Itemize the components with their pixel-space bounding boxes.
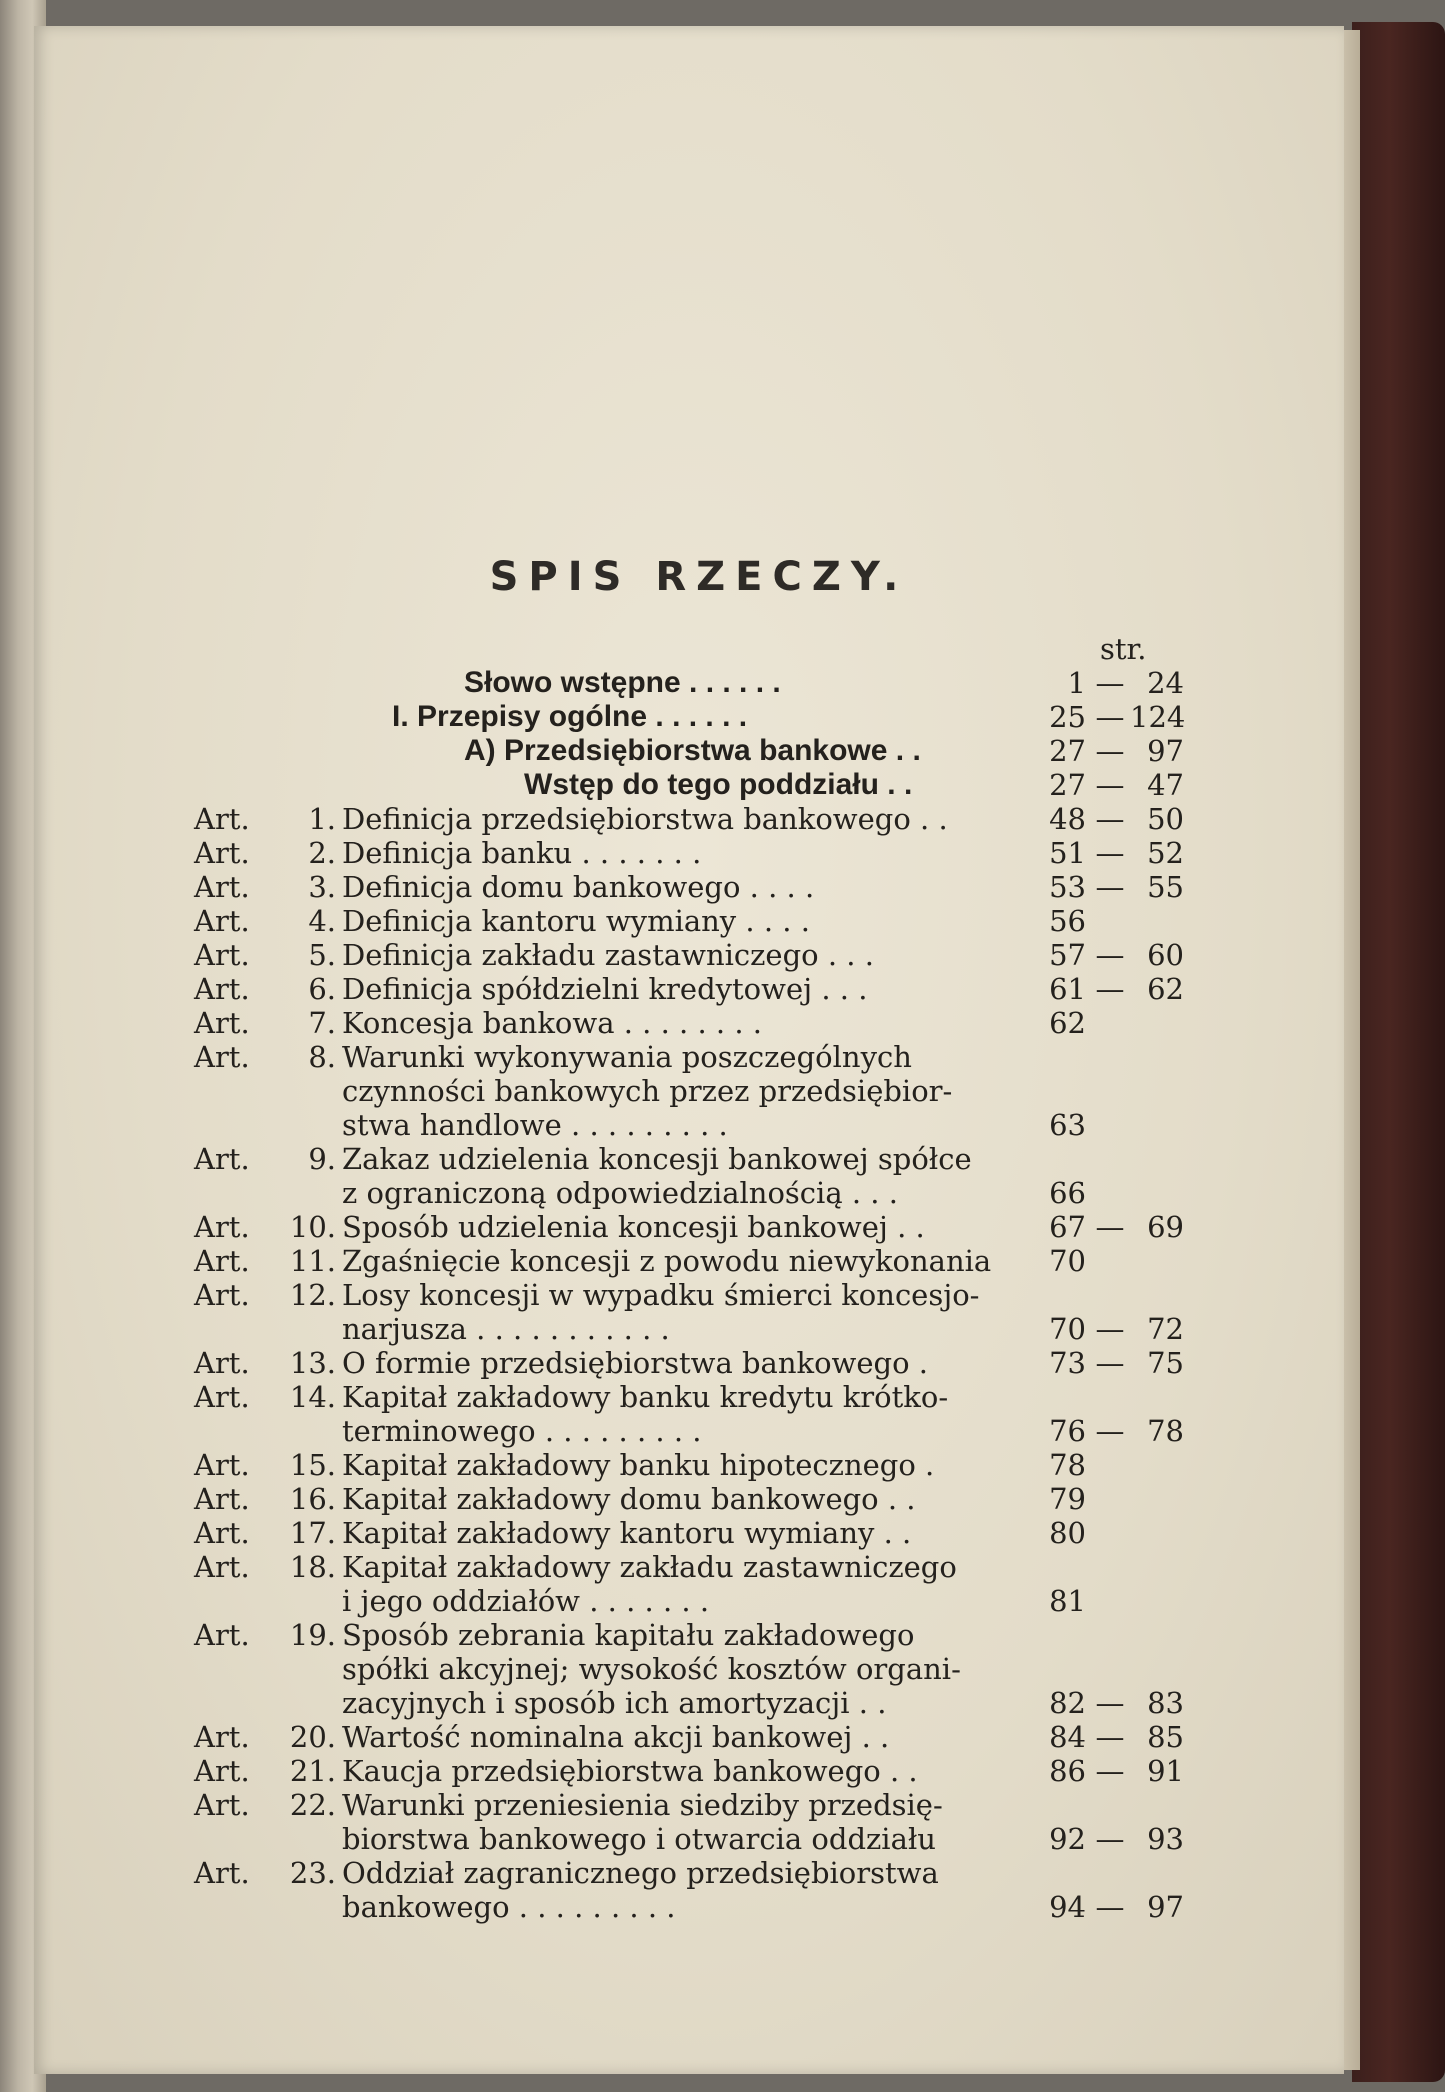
toc-entry xyxy=(194,1822,1194,1856)
article-label: Art. xyxy=(194,904,250,938)
toc-entry xyxy=(194,1618,1194,1652)
page-start: 86 xyxy=(1049,1754,1086,1788)
page-start: 61 xyxy=(1049,972,1086,1006)
section-heading: Wstęp do tego poddziału . . xyxy=(524,768,913,801)
entry-title: Kapitał zakładowy banku hipotecznego . xyxy=(342,1448,935,1482)
page-start: 25 xyxy=(1049,700,1086,734)
toc-entry xyxy=(194,1006,1194,1040)
article-label: Art. xyxy=(194,1618,250,1652)
toc-entry xyxy=(194,768,1194,802)
article-number: 12. xyxy=(289,1278,336,1312)
entry-title: Kapitał zakładowy domu bankowego . . xyxy=(342,1482,916,1516)
article-label: Art. xyxy=(194,972,250,1006)
toc-entry xyxy=(194,734,1194,768)
page-end: 75 xyxy=(1147,1346,1184,1380)
page-start: 70 xyxy=(1049,1312,1086,1346)
page-start: 70 xyxy=(1049,1244,1086,1278)
article-number: 13. xyxy=(289,1346,336,1380)
article-number: 20. xyxy=(289,1720,336,1754)
article-number: 23. xyxy=(289,1856,336,1890)
toc-entry xyxy=(194,904,1194,938)
page-dash: — xyxy=(1095,972,1125,1006)
toc-entry xyxy=(194,1346,1194,1380)
page-dash: — xyxy=(1095,666,1125,700)
entry-title: Definicja banku . . . . . . . xyxy=(342,836,702,870)
article-number: 8. xyxy=(308,1040,336,1074)
entry-title: Zgaśnięcie koncesji z powodu niewykonania xyxy=(342,1244,992,1278)
toc-entry xyxy=(194,972,1194,1006)
toc-entry xyxy=(194,836,1194,870)
page-end: 83 xyxy=(1147,1686,1184,1720)
entry-title: Warunki przeniesienia siedziby przedsię- xyxy=(342,1788,943,1822)
article-label: Art. xyxy=(194,1448,250,1482)
page-dash: — xyxy=(1095,1346,1125,1380)
toc-entry xyxy=(194,802,1194,836)
entry-title: zacyjnych i sposób ich amortyzacji . . xyxy=(342,1686,887,1720)
page-end: 91 xyxy=(1147,1754,1184,1788)
article-label: Art. xyxy=(194,1244,250,1278)
toc-entry xyxy=(194,1108,1194,1142)
page-start: 92 xyxy=(1049,1822,1086,1856)
toc-entry xyxy=(194,1686,1194,1720)
entry-title: Wartość nominalna akcji bankowej . . xyxy=(342,1720,890,1754)
article-number: 3. xyxy=(308,870,336,904)
page-start: 73 xyxy=(1049,1346,1086,1380)
page-start: 48 xyxy=(1049,802,1086,836)
page-column-header xyxy=(194,632,1194,666)
article-label: Art. xyxy=(194,870,250,904)
page-end: 72 xyxy=(1147,1312,1184,1346)
page-dash: — xyxy=(1095,1754,1125,1788)
page-dash: — xyxy=(1095,836,1125,870)
toc-entry xyxy=(194,1244,1194,1278)
page-end: 69 xyxy=(1147,1210,1184,1244)
entry-title: Koncesja bankowa . . . . . . . . xyxy=(342,1006,762,1040)
toc-entry xyxy=(194,666,1194,700)
article-label: Art. xyxy=(194,1788,250,1822)
toc-entry xyxy=(194,1142,1194,1176)
entry-title: Losy koncesji w wypadku śmierci koncesjo- xyxy=(342,1278,980,1312)
toc-entry xyxy=(194,1550,1194,1584)
entry-title: terminowego . . . . . . . . . xyxy=(342,1414,702,1448)
page-start: 56 xyxy=(1049,904,1086,938)
page-end: 47 xyxy=(1147,768,1184,802)
page-dash: — xyxy=(1095,768,1125,802)
page-dash: — xyxy=(1095,734,1125,768)
toc-entry xyxy=(194,1312,1194,1346)
article-label: Art. xyxy=(194,1550,250,1584)
article-number: 16. xyxy=(289,1482,336,1516)
page-dash: — xyxy=(1095,1890,1125,1924)
page-start: 53 xyxy=(1049,870,1086,904)
book-page xyxy=(34,26,1344,2074)
page-start: 82 xyxy=(1049,1686,1086,1720)
article-number: 22. xyxy=(289,1788,336,1822)
page-end: 124 xyxy=(1130,700,1186,734)
article-number: 15. xyxy=(289,1448,336,1482)
article-label: Art. xyxy=(194,802,250,836)
toc-entry xyxy=(194,1448,1194,1482)
article-number: 11. xyxy=(289,1244,336,1278)
entry-title: Sposób zebrania kapitału zakładowego xyxy=(342,1618,915,1652)
toc-entry xyxy=(194,938,1194,972)
page-end: 97 xyxy=(1147,1890,1184,1924)
article-number: 5. xyxy=(308,938,336,972)
toc-entry xyxy=(194,1176,1194,1210)
page-start: 62 xyxy=(1049,1006,1086,1040)
page-start: 84 xyxy=(1049,1720,1086,1754)
entry-title: czynności bankowych przez przedsiębior- xyxy=(342,1074,953,1108)
article-label: Art. xyxy=(194,1040,250,1074)
page-end: 55 xyxy=(1147,870,1184,904)
page-dash: — xyxy=(1095,1414,1125,1448)
article-number: 14. xyxy=(289,1380,336,1414)
page-end: 60 xyxy=(1147,938,1184,972)
toc-entry xyxy=(194,1380,1194,1414)
entry-title: biorstwa bankowego i otwarcia oddziału xyxy=(342,1822,936,1856)
section-heading: I. Przepisy ogólne . . . . . . xyxy=(392,700,748,733)
book-cover-edge xyxy=(1352,22,1445,2082)
toc-entry xyxy=(194,1516,1194,1550)
entry-title: Definicja przedsiębiorstwa bankowego . . xyxy=(342,802,948,836)
page-dash: — xyxy=(1095,870,1125,904)
page-start: 57 xyxy=(1049,938,1086,972)
article-label: Art. xyxy=(194,1142,250,1176)
toc-entry xyxy=(194,1414,1194,1448)
page-dash: — xyxy=(1095,1210,1125,1244)
entry-title: bankowego . . . . . . . . . xyxy=(342,1890,676,1924)
page-start: 80 xyxy=(1049,1516,1086,1550)
article-number: 1. xyxy=(308,802,336,836)
page-start: 94 xyxy=(1049,1890,1086,1924)
entry-title: i jego oddziałów . . . . . . . xyxy=(342,1584,710,1618)
page-start: 76 xyxy=(1049,1414,1086,1448)
entry-title: Definicja spółdzielni kredytowej . . . xyxy=(342,972,868,1006)
entry-title: narjusza . . . . . . . . . . . xyxy=(342,1312,670,1346)
article-label: Art. xyxy=(194,1346,250,1380)
article-label: Art. xyxy=(194,938,250,972)
entry-title: z ograniczoną odpowiedzialnością . . . xyxy=(342,1176,898,1210)
article-label: Art. xyxy=(194,1754,250,1788)
toc-entry xyxy=(194,1890,1194,1924)
article-label: Art. xyxy=(194,1006,250,1040)
entry-title: Zakaz udzielenia koncesji bankowej spółce xyxy=(342,1142,972,1176)
page-start: 79 xyxy=(1049,1482,1086,1516)
article-label: Art. xyxy=(194,1278,250,1312)
toc-entry xyxy=(194,870,1194,904)
page-start: 27 xyxy=(1049,768,1086,802)
page-dash: — xyxy=(1095,1312,1125,1346)
article-number: 10. xyxy=(289,1210,336,1244)
article-label: Art. xyxy=(194,1516,250,1550)
page-title: SPIS RZECZY. xyxy=(489,554,909,600)
article-label: Art. xyxy=(194,1482,250,1516)
toc-entry xyxy=(194,1584,1194,1618)
article-label: Art. xyxy=(194,1210,250,1244)
toc-entry xyxy=(194,1754,1194,1788)
str-label: str. xyxy=(1100,632,1147,666)
toc-entry xyxy=(194,1040,1194,1074)
page-end: 50 xyxy=(1147,802,1184,836)
article-number: 21. xyxy=(289,1754,336,1788)
entry-title: spółki akcyjnej; wysokość kosztów organi- xyxy=(342,1652,961,1686)
article-label: Art. xyxy=(194,1380,250,1414)
toc-entry xyxy=(194,1720,1194,1754)
page-dash: — xyxy=(1095,1686,1125,1720)
entry-title: Definicja zakładu zastawniczego . . . xyxy=(342,938,874,972)
article-label: Art. xyxy=(194,1720,250,1754)
page-end: 78 xyxy=(1147,1414,1184,1448)
page-end: 62 xyxy=(1147,972,1184,1006)
article-label: Art. xyxy=(194,1856,250,1890)
article-number: 6. xyxy=(308,972,336,1006)
section-heading: A) Przedsiębiorstwa bankowe . . xyxy=(464,734,921,767)
article-number: 18. xyxy=(289,1550,336,1584)
page-dash: — xyxy=(1095,1720,1125,1754)
entry-title: Oddział zagranicznego przedsiębiorstwa xyxy=(342,1856,939,1890)
article-number: 7. xyxy=(308,1006,336,1040)
article-number: 19. xyxy=(289,1618,336,1652)
page-dash: — xyxy=(1095,938,1125,972)
toc-entry xyxy=(194,1278,1194,1312)
page-dash: — xyxy=(1095,802,1125,836)
page-start: 66 xyxy=(1049,1176,1086,1210)
page-start: 51 xyxy=(1049,836,1086,870)
toc-entry xyxy=(194,1482,1194,1516)
toc-entry xyxy=(194,1074,1194,1108)
page-start: 78 xyxy=(1049,1448,1086,1482)
entry-title: Kapitał zakładowy banku kredytu krótko- xyxy=(342,1380,949,1414)
toc-entry xyxy=(194,1652,1194,1686)
entry-title: O formie przedsiębiorstwa bankowego . xyxy=(342,1346,928,1380)
page-start: 63 xyxy=(1049,1108,1086,1142)
entry-title: Warunki wykonywania poszczególnych xyxy=(342,1040,912,1074)
toc-entry xyxy=(194,1210,1194,1244)
entry-title: Kapitał zakładowy kantoru wymiany . . xyxy=(342,1516,912,1550)
article-number: 17. xyxy=(289,1516,336,1550)
article-label: Art. xyxy=(194,836,250,870)
page-dash: — xyxy=(1095,700,1125,734)
page-start: 27 xyxy=(1049,734,1086,768)
table-of-contents xyxy=(194,632,1194,1924)
page-end: 24 xyxy=(1147,666,1184,700)
article-number: 4. xyxy=(308,904,336,938)
page-end: 93 xyxy=(1147,1822,1184,1856)
page-start: 67 xyxy=(1049,1210,1086,1244)
entry-title: Kaucja przedsiębiorstwa bankowego . . xyxy=(342,1754,918,1788)
page-end: 97 xyxy=(1147,734,1184,768)
entry-title: Definicja kantoru wymiany . . . . xyxy=(342,904,810,938)
entry-title: Kapitał zakładowy zakładu zastawniczego xyxy=(342,1550,957,1584)
section-heading: Słowo wstępne . . . . . . xyxy=(464,666,781,699)
entry-title: Sposób udzielenia koncesji bankowej . . xyxy=(342,1210,925,1244)
article-number: 2. xyxy=(308,836,336,870)
page-end: 85 xyxy=(1147,1720,1184,1754)
page-start: 1 xyxy=(1067,666,1086,700)
article-number: 9. xyxy=(308,1142,336,1176)
entry-title: stwa handlowe . . . . . . . . . xyxy=(342,1108,728,1142)
page-dash: — xyxy=(1095,1822,1125,1856)
page-start: 81 xyxy=(1049,1584,1086,1618)
toc-entry xyxy=(194,1856,1194,1890)
page-end: 52 xyxy=(1147,836,1184,870)
toc-entry xyxy=(194,1788,1194,1822)
toc-entry xyxy=(194,700,1194,734)
entry-title: Definicja domu bankowego . . . . xyxy=(342,870,815,904)
